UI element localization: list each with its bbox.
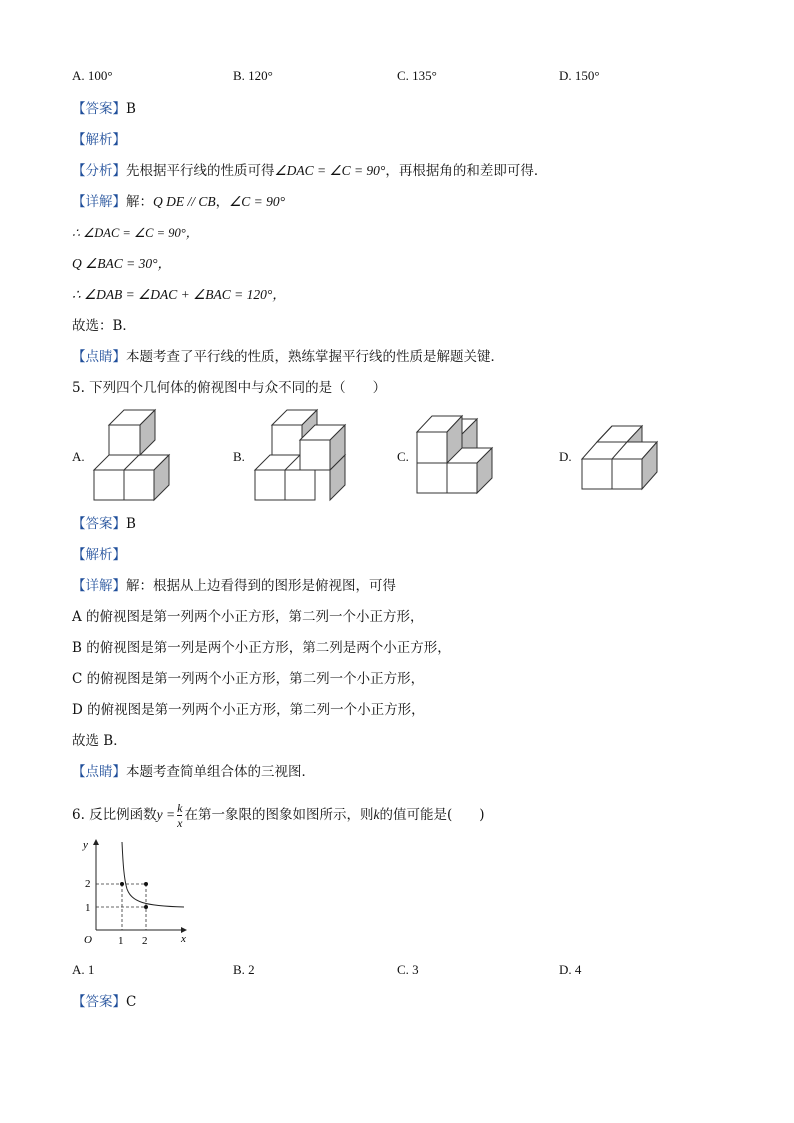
q6-option-b: B. 2 [233, 962, 255, 977]
q5-line-d: D 的俯视图是第一列两个小正方形，第二列一个小正方形， [72, 702, 425, 718]
fenxi-text-b: ，再根据角的和差即可得． [385, 163, 548, 179]
choose-line: 故选：B． [72, 318, 136, 334]
q6-stem-k: k [373, 807, 380, 822]
q5-detail-tag: 【详解】 [72, 578, 126, 594]
hyperbola-curve [122, 842, 184, 907]
figure-a-label: A. [72, 449, 85, 464]
comment-line [72, 348, 504, 366]
q5-line-b: B 的俯视图是第一列是两个小正方形，第二列是两个小正方形， [72, 640, 451, 656]
point-1-2 [120, 882, 124, 886]
answer-line [72, 100, 136, 118]
q5-answer-value: B [126, 516, 136, 532]
q5-detail-line [72, 577, 396, 595]
x-axis-label: x [181, 933, 186, 945]
fenxi-line [72, 162, 547, 180]
q6-answer-tag: 【答案】 [72, 994, 126, 1010]
q5-answer-line [72, 515, 136, 533]
q5-analysis-heading [72, 546, 126, 564]
q5-comment-line [72, 763, 315, 781]
q5-answer-tag: 【答案】 [72, 516, 126, 532]
solid-figure-b [252, 408, 352, 504]
option-c: C. 135° [397, 68, 437, 83]
question-5-stem: 5. 下列四个几何体的俯视图中与众不同的是（ ） [72, 380, 387, 396]
q5-comment-tag: 【点睛】 [72, 764, 126, 780]
answer-tag: 【答案】 [72, 101, 126, 117]
solid-figure-d [578, 420, 662, 494]
analysis-tag: 【解析】 [72, 132, 126, 148]
fenxi-tag: 【分析】 [72, 163, 126, 179]
step-3: ∴ ∠DAB = ∠DAC + ∠BAC = 120°， [72, 287, 286, 302]
point-2-1 [144, 905, 148, 909]
detail-line [72, 193, 285, 211]
q6-stem-y: y = [156, 807, 176, 822]
analysis-heading [72, 131, 126, 149]
q6-stem-c: 的值可能是( ) [379, 807, 485, 823]
option-d: D. 150° [559, 68, 600, 83]
q6-frac-den: x [177, 816, 183, 830]
comment-text: 本题考查了平行线的性质，熟练掌握平行线的性质是解题关键． [126, 349, 504, 365]
q6-answer-line [72, 993, 136, 1011]
x-tick-2: 2 [142, 935, 148, 947]
guide-lines [96, 884, 146, 930]
y-axis-label: y [83, 839, 88, 851]
inverse-function-graph [72, 834, 197, 949]
question-6-stem [72, 801, 485, 830]
detail-text-b: ， [215, 194, 230, 210]
solid-figure-a [90, 408, 180, 504]
detail-tag: 【详解】 [72, 194, 126, 210]
q5-comment-text: 本题考查简单组合体的三视图． [126, 764, 315, 780]
q6-option-a: A. 1 [72, 962, 95, 977]
y-tick-2: 2 [85, 878, 91, 890]
fenxi-math: ∠DAC = ∠C = 90° [274, 163, 386, 178]
q6-stem-b: 在第一象限的图象如图所示，则 [184, 807, 374, 823]
origin-label: O [84, 934, 92, 946]
fenxi-text-a: 先根据平行线的性质可得 [126, 163, 275, 179]
solid-figure-c [414, 412, 498, 496]
detail-math-2: ∠C = 90° [229, 194, 285, 209]
q6-frac-num: k [177, 801, 183, 815]
q6-fraction [177, 801, 182, 830]
step-2: Q ∠BAC = 30°， [72, 256, 171, 271]
y-tick-1: 1 [85, 902, 91, 914]
q6-option-d: D. 4 [559, 962, 582, 977]
q6-stem-a: 6. 反比例函数 [72, 807, 157, 823]
q5-choose-line: 故选 B． [72, 733, 127, 749]
x-tick-1: 1 [118, 935, 124, 947]
q5-analysis-tag: 【解析】 [72, 547, 126, 563]
figure-b-label: B. [233, 449, 245, 464]
answer-value: B [126, 101, 136, 117]
detail-text-a: 解： [126, 194, 153, 210]
q5-line-a: A 的俯视图是第一列两个小正方形，第二列一个小正方形， [72, 609, 424, 625]
option-a: A. 100° [72, 68, 113, 83]
comment-tag: 【点睛】 [72, 349, 126, 365]
step-1: ∴ ∠DAC = ∠C = 90°， [72, 226, 199, 240]
detail-math-1: Q DE // CB [153, 194, 216, 209]
q5-line-c: C 的俯视图是第一列两个小正方形，第二列一个小正方形， [72, 671, 425, 687]
q6-answer-value: C [126, 994, 137, 1010]
figure-d-label: D. [559, 449, 572, 464]
point-2-2 [144, 882, 148, 886]
option-b: B. 120° [233, 68, 273, 83]
figure-c-label: C. [397, 449, 409, 464]
q6-option-c: C. 3 [397, 962, 419, 977]
q5-detail-text: 解：根据从上边看得到的图形是俯视图，可得 [126, 578, 396, 594]
